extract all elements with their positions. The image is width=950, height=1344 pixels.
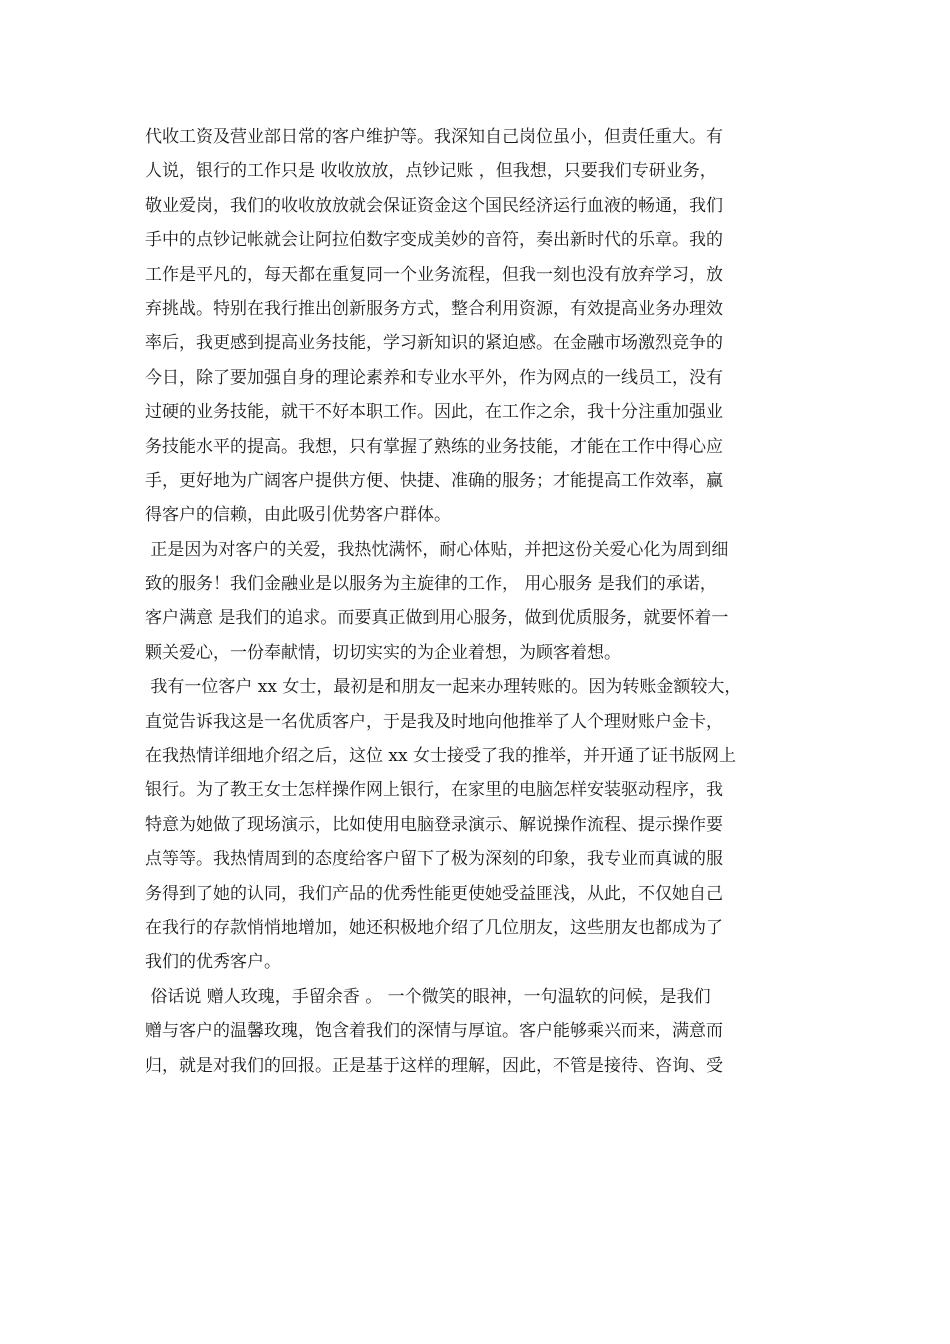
text-line: 客户满意 是我们的追求。而要真正做到用心服务，做到优质服务，就要怀着一 bbox=[145, 608, 729, 629]
text-line: 在我热情详细地介绍之后，这位 xx 女士接受了我的推举，并开通了证书版网上 bbox=[145, 746, 736, 767]
text-line: 敬业爱岗，我们的收收放放就会保证资金这个国民经济运行血液的畅通，我们 bbox=[145, 195, 723, 216]
text-line: 我们的优秀客户。 bbox=[145, 952, 281, 973]
text-line: 点等等。我热情周到的态度给客户留下了极为深刻的印象，我专业而真诚的服 bbox=[145, 849, 723, 870]
text-line: 手中的点钞记帐就会让阿拉伯数字变成美妙的音符，奏出新时代的乐章。我的 bbox=[145, 230, 723, 251]
text-line: 俗话说 赠人玫瑰，手留余香 。 一个微笑的眼神，一句温软的问候，是我们 bbox=[145, 986, 711, 1007]
text-line: 手，更好地为广阔客户提供方便、快捷、准确的服务；才能提高工作效率，赢 bbox=[145, 470, 723, 491]
text-line: 工作是平凡的，每天都在重复同一个业务流程，但我一刻也没有放弃学习，放 bbox=[145, 264, 723, 285]
text-line: 率后，我更感到提高业务技能，学习新知识的紧迫感。在金融市场激烈竞争的 bbox=[145, 333, 723, 354]
text-line: 人说，银行的工作只是 收收放放，点钞记账 ，但我想，只要我们专研业务， bbox=[145, 161, 717, 182]
text-line: 得客户的信赖，由此吸引优势客户群体。 bbox=[145, 505, 451, 526]
text-line: 颗关爱心，一份奉献情，切切实实的为企业着想，为顾客着想。 bbox=[145, 642, 621, 663]
text-line: 我有一位客户 xx 女士，最初是和朋友一起来办理转账的。因为转账金额较大， bbox=[145, 677, 742, 698]
text-line: 银行。为了教王女士怎样操作网上银行，在家里的电脑怎样安装驱动程序，我 bbox=[145, 780, 723, 801]
text-line: 致的服务！我们金融业是以服务为主旋律的工作， 用心服务 是我们的承诺， bbox=[145, 574, 717, 595]
text-line: 赠与客户的温馨玫瑰，饱含着我们的深情与厚谊。客户能够乘兴而来，满意而 bbox=[145, 1021, 723, 1042]
text-line: 特意为她做了现场演示，比如使用电脑登录演示、解说操作流程、提示操作要 bbox=[145, 814, 723, 835]
text-line: 在我行的存款悄悄地增加，她还积极地介绍了几位朋友，这些朋友也都成为了 bbox=[145, 917, 723, 938]
text-line: 过硬的业务技能，就干不好本职工作。因此，在工作之余，我十分注重加强业 bbox=[145, 402, 723, 423]
text-line: 归，就是对我们的回报。正是基于这样的理解，因此，不管是接待、咨询、受 bbox=[145, 1055, 723, 1076]
text-line: 直觉告诉我这是一名优质客户，于是我及时地向他推举了人个理财账户金卡， bbox=[145, 711, 723, 732]
body-text bbox=[145, 120, 825, 1083]
text-line: 务得到了她的认同，我们产品的优秀性能更使她受益匪浅，从此，不仅她自己 bbox=[145, 883, 723, 904]
text-line: 今日，除了要加强自身的理论素养和专业水平外，作为网点的一线员工，没有 bbox=[145, 367, 723, 388]
text-line: 务技能水平的提高。我想，只有掌握了熟练的业务技能，才能在工作中得心应 bbox=[145, 436, 723, 457]
text-line: 正是因为对客户的关爱，我热忱满怀，耐心体贴，并把这份关爱心化为周到细 bbox=[145, 539, 729, 560]
text-line: 代收工资及营业部日常的客户维护等。我深知自己岗位虽小，但责任重大。有 bbox=[145, 127, 723, 147]
text-line: 弃挑战。特别在我行推出创新服务方式，整合利用资源，有效提高业务办理效 bbox=[145, 298, 723, 319]
